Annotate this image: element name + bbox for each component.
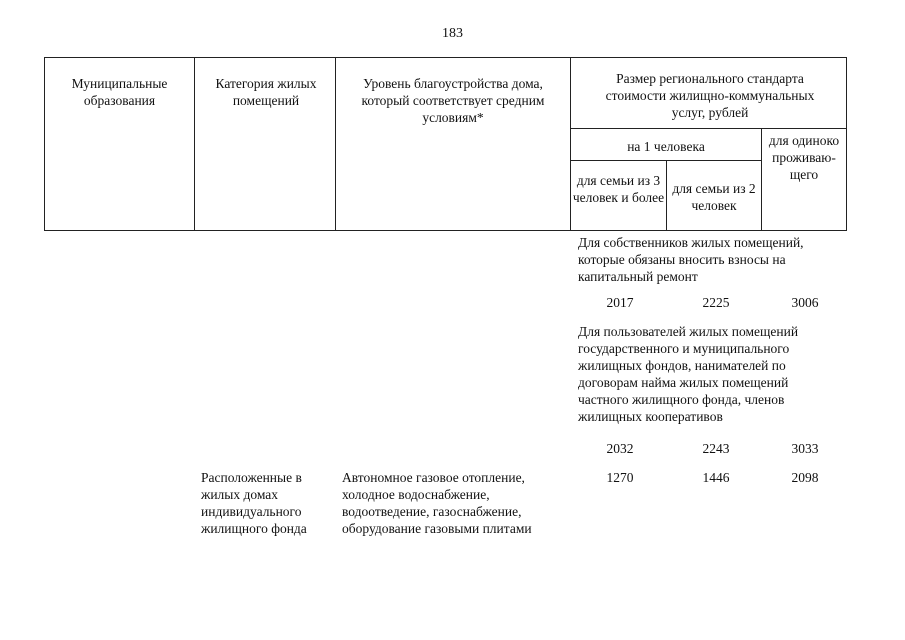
value-users-family2: 2243 xyxy=(702,441,730,456)
single-col-divider xyxy=(761,128,762,231)
col-divider-1 xyxy=(194,57,195,231)
table-left-border xyxy=(44,57,45,231)
table-header-bottom-border xyxy=(44,230,847,231)
value-owners-family2: 2225 xyxy=(702,295,730,310)
header-municipality: Муниципальные образования xyxy=(71,76,168,108)
col-divider-3 xyxy=(570,57,571,231)
value-users-single: 3033 xyxy=(791,441,819,456)
value-row3-family3: 1270 xyxy=(606,470,634,485)
header-per-person: на 1 человека xyxy=(627,139,705,154)
header-category: Категория жилых помещений xyxy=(215,76,317,108)
header-single: для одиноко проживаю-щего xyxy=(768,133,840,182)
header-level: Уровень благоустройства дома, который соответствует средним условиям* xyxy=(361,76,545,125)
page-number: 183 xyxy=(442,26,463,41)
value-users-family3: 2032 xyxy=(606,441,634,456)
standard-header-divider xyxy=(570,128,847,129)
row-level-gas-heating: Автономное газовое отопление, холодное водоснабжение, водоотведение, газоснабжение, оборудование газовыми плитами xyxy=(342,470,532,536)
table-top-border xyxy=(44,57,847,58)
col-divider-2 xyxy=(335,57,336,231)
value-row3-single: 2098 xyxy=(791,470,819,485)
table-right-border xyxy=(846,57,847,231)
value-owners-family3: 2017 xyxy=(606,295,634,310)
value-owners-single: 3006 xyxy=(791,295,819,310)
header-family-3: для семьи из 3 человек и более xyxy=(572,173,665,205)
value-row3-family2: 1446 xyxy=(702,470,730,485)
header-family-2: для семьи из 2 человек xyxy=(672,181,756,213)
header-standard: Размер регионального стандарта стоимости жилищно-коммунальных услуг, рублей xyxy=(605,71,815,120)
group-label-owners: Для собственников жилых помещений, которые обязаны вносить взносы на капитальный ремонт xyxy=(578,235,804,284)
group-label-users: Для пользователей жилых помещений государственного и муниципального жилищных фондов, нанимателей по договорам найма жилых помещений частного жилищного фонда, членов жилищных кооперативов xyxy=(578,324,799,424)
row-category-individual: Расположенные в жилых домах индивидуального жилищного фонда xyxy=(201,470,307,536)
family-col-divider xyxy=(666,160,667,231)
